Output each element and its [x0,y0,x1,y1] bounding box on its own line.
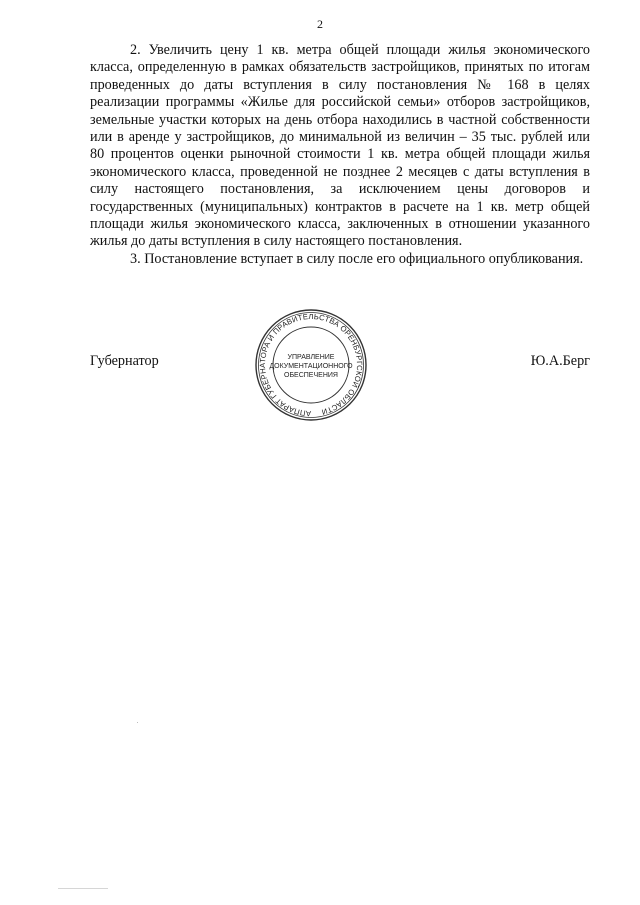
official-seal [254,308,368,422]
scan-speck [137,722,138,723]
scan-artifact-line [58,888,108,889]
signatory-name: Ю.А.Берг [530,353,590,369]
seal-outer-text: АППАРАТ ГУБЕРНАТОРА И ПРАВИТЕЛЬСТВА ОРЕНБУРГСКОЙ ОБЛАСТИ [257,311,365,419]
seal-inner-line-2: ДОКУМЕНТАЦИОННОГО [269,363,353,370]
document-body [90,42,590,268]
paragraph-2: 2. Увеличить цену 1 кв. метра общей площади жилья экономического класса, определенную в рамках обязательств застройщиков, принятых по итогам проведенных до даты вступления в силу постановления № 168 в целях реализации программы «Жилье для российской семьи» отборов застройщиков, земельные участки которых на день отбора находились в частной собственности или в аренде у застройщиков, до минимальной из величин – 35 тыс. рублей или 80 процентов оценки рыночной стоимости 1 кв. метра общей площади жилья экономического класса, проведенной не позднее 2 месяцев с даты вступления в силу настоящего постановления, за исключением цены договоров и государственных (муниципальных) контрактов в расчете на 1 кв. метр общей площади жилья экономического класса, заключенных в отношении указанного жилья до даты вступления в силу настоящего постановления. [90,42,590,250]
seal-inner-line-1: УПРАВЛЕНИЕ [287,354,335,361]
signatory-position: Губернатор [90,353,159,369]
paragraph-3: 3. Постановление вступает в силу после его официального опубликования. [130,250,584,267]
seal-inner-line-3: ОБЕСПЕЧЕНИЯ [284,372,338,379]
page-number: 2 [317,17,323,31]
